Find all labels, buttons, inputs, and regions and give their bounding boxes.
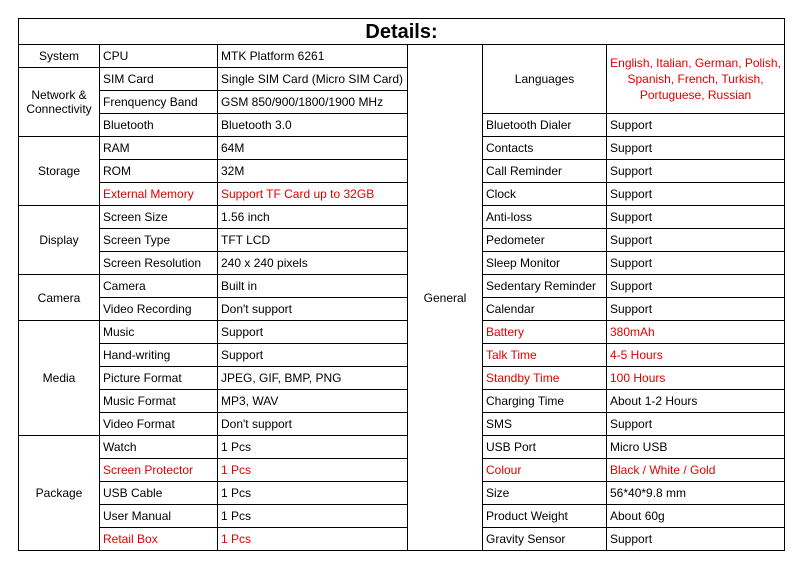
category-camera: Camera [19, 275, 100, 321]
table-row [19, 482, 785, 505]
spec-value-anti-loss: Support [607, 206, 785, 229]
spec-name-product-weight: Product Weight [483, 505, 607, 528]
table-row [19, 321, 785, 344]
spec-value-languages: English, Italian, German, Polish, Spanish, French, Turkish, Portuguese, Russian [607, 45, 785, 114]
table-row [19, 137, 785, 160]
table-row [19, 298, 785, 321]
spec-value-external-memory: Support TF Card up to 32GB [218, 183, 408, 206]
spec-value-size: 56*40*9.8 mm [607, 482, 785, 505]
table-row [19, 229, 785, 252]
spec-value-pedometer: Support [607, 229, 785, 252]
spec-name-usb-cable: USB Cable [100, 482, 218, 505]
spec-value-screen-type: TFT LCD [218, 229, 408, 252]
spec-name-rom: ROM [100, 160, 218, 183]
spec-value-sleep-monitor: Support [607, 252, 785, 275]
spec-name-sedentary-reminder: Sedentary Reminder [483, 275, 607, 298]
spec-value-bluetooth-dialer: Support [607, 114, 785, 137]
spec-value-charging-time: About 1-2 Hours [607, 390, 785, 413]
spec-value-camera: Built in [218, 275, 408, 298]
spec-name-battery: Battery [483, 321, 607, 344]
category-storage: Storage [19, 137, 100, 206]
spec-value-music: Support [218, 321, 408, 344]
spec-name-screen-protector: Screen Protector [100, 459, 218, 482]
spec-value-talk-time: 4-5 Hours [607, 344, 785, 367]
spec-name-watch: Watch [100, 436, 218, 459]
spec-value-clock: Support [607, 183, 785, 206]
table-row [19, 367, 785, 390]
table-row [19, 505, 785, 528]
spec-value-sedentary-reminder: Support [607, 275, 785, 298]
spec-value-sim-card: Single SIM Card (Micro SIM Card) [218, 68, 408, 91]
table-title: Details: [19, 19, 785, 45]
spec-name-screen-size: Screen Size [100, 206, 218, 229]
spec-name-gravity-sensor: Gravity Sensor [483, 528, 607, 551]
spec-value-battery: 380mAh [607, 321, 785, 344]
spec-name-sms: SMS [483, 413, 607, 436]
spec-value-contacts: Support [607, 137, 785, 160]
spec-name-hand-writing: Hand-writing [100, 344, 218, 367]
spec-value-frequency-band: GSM 850/900/1800/1900 MHz [218, 91, 408, 114]
spec-name-cpu: CPU [100, 45, 218, 68]
spec-value-retail-box: 1 Pcs [218, 528, 408, 551]
spec-value-screen-resolution: 240 x 240 pixels [218, 252, 408, 275]
spec-value-cpu: MTK Platform 6261 [218, 45, 408, 68]
spec-value-ram: 64M [218, 137, 408, 160]
spec-name-ram: RAM [100, 137, 218, 160]
category-network: Network & Connectivity [19, 68, 100, 137]
spec-name-retail-box: Retail Box [100, 528, 218, 551]
spec-value-video-format: Don't support [218, 413, 408, 436]
spec-table [18, 18, 785, 551]
table-row [19, 390, 785, 413]
category-package: Package [19, 436, 100, 551]
spec-name-picture-format: Picture Format [100, 367, 218, 390]
table-row [19, 183, 785, 206]
spec-name-usb-port: USB Port [483, 436, 607, 459]
category-system: System [19, 45, 100, 68]
spec-value-calendar: Support [607, 298, 785, 321]
spec-name-languages: Languages [483, 45, 607, 114]
spec-name-frequency-band: Frenquency Band [100, 91, 218, 114]
spec-name-bluetooth-dialer: Bluetooth Dialer [483, 114, 607, 137]
spec-value-usb-cable: 1 Pcs [218, 482, 408, 505]
spec-name-bluetooth: Bluetooth [100, 114, 218, 137]
spec-name-camera: Camera [100, 275, 218, 298]
table-row [19, 206, 785, 229]
spec-value-picture-format: JPEG, GIF, BMP, PNG [218, 367, 408, 390]
spec-name-call-reminder: Call Reminder [483, 160, 607, 183]
table-row [19, 528, 785, 551]
spec-name-standby-time: Standby Time [483, 367, 607, 390]
spec-value-usb-port: Micro USB [607, 436, 785, 459]
spec-name-clock: Clock [483, 183, 607, 206]
table-row [19, 45, 785, 68]
table-row [19, 436, 785, 459]
spec-value-sms: Support [607, 413, 785, 436]
spec-name-video-recording: Video Recording [100, 298, 218, 321]
spec-value-watch: 1 Pcs [218, 436, 408, 459]
table-row [19, 114, 785, 137]
spec-name-screen-type: Screen Type [100, 229, 218, 252]
spec-name-screen-resolution: Screen Resolution [100, 252, 218, 275]
spec-value-gravity-sensor: Support [607, 528, 785, 551]
spec-value-video-recording: Don't support [218, 298, 408, 321]
spec-name-colour: Colour [483, 459, 607, 482]
spec-value-user-manual: 1 Pcs [218, 505, 408, 528]
table-row [19, 160, 785, 183]
spec-value-screen-size: 1.56 inch [218, 206, 408, 229]
spec-name-sim-card: SIM Card [100, 68, 218, 91]
spec-value-screen-protector: 1 Pcs [218, 459, 408, 482]
spec-value-music-format: MP3, WAV [218, 390, 408, 413]
spec-name-size: Size [483, 482, 607, 505]
spec-name-music-format: Music Format [100, 390, 218, 413]
spec-name-pedometer: Pedometer [483, 229, 607, 252]
table-row [19, 252, 785, 275]
spec-name-sleep-monitor: Sleep Monitor [483, 252, 607, 275]
spec-name-charging-time: Charging Time [483, 390, 607, 413]
spec-name-anti-loss: Anti-loss [483, 206, 607, 229]
table-row [19, 459, 785, 482]
category-media: Media [19, 321, 100, 436]
spec-value-bluetooth: Bluetooth 3.0 [218, 114, 408, 137]
spec-value-standby-time: 100 Hours [607, 367, 785, 390]
spec-name-calendar: Calendar [483, 298, 607, 321]
spec-value-call-reminder: Support [607, 160, 785, 183]
spec-name-music: Music [100, 321, 218, 344]
spec-name-external-memory: External Memory [100, 183, 218, 206]
category-general: General [408, 45, 483, 551]
category-display: Display [19, 206, 100, 275]
table-row [19, 275, 785, 298]
spec-name-user-manual: User Manual [100, 505, 218, 528]
spec-value-colour: Black / White / Gold [607, 459, 785, 482]
spec-value-product-weight: About 60g [607, 505, 785, 528]
spec-value-hand-writing: Support [218, 344, 408, 367]
spec-value-rom: 32M [218, 160, 408, 183]
spec-name-video-format: Video Format [100, 413, 218, 436]
spec-name-contacts: Contacts [483, 137, 607, 160]
spec-name-talk-time: Talk Time [483, 344, 607, 367]
table-row [19, 413, 785, 436]
table-row [19, 344, 785, 367]
